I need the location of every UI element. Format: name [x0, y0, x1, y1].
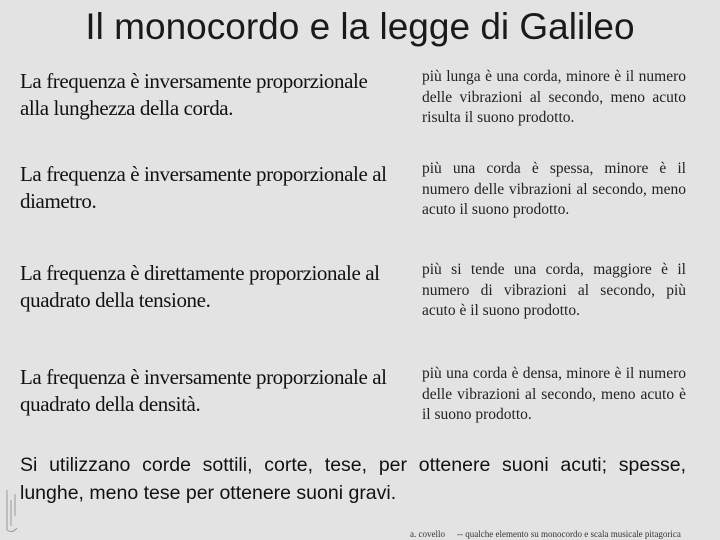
- law-explanation: più una corda è densa, minore è il numero delle vibrazioni al secondo, meno acuto è il suono prodotto.: [422, 365, 686, 423]
- footer-caption: -- qualche elemento su monocordo e scala musicale pitagorica: [457, 529, 681, 539]
- summary-text: Si utilizzano corde sottili, corte, tese, per ottenere suoni acuti; spesse, lunghe, meno tese per ottenere suoni gravi.: [20, 454, 686, 504]
- law-statement: La frequenza è inversamente proporzionale al quadrato della densità.: [20, 365, 387, 416]
- footer-author: a. covello: [410, 529, 445, 539]
- law-statement: La frequenza è inversamente proporzionale alla lunghezza della corda.: [20, 69, 368, 120]
- slide-title: Il monocordo e la legge di Galileo: [85, 6, 635, 47]
- law-explanation: più lunga è una corda, minore è il numero delle vibrazioni al secondo, meno acuto risulta il suono prodotto.: [422, 68, 686, 126]
- law-explanation: più si tende una corda, maggiore è il numero di vibrazioni al secondo, più acuto è il suono prodotto.: [422, 261, 686, 319]
- law-statement: La frequenza è inversamente proporzionale al diametro.: [20, 162, 387, 213]
- law-explanation: più una corda è spessa, minore è il numero delle vibrazioni al secondo, meno acuto il suono prodotto.: [422, 160, 686, 218]
- footer: [410, 528, 716, 540]
- law-statement: La frequenza è direttamente proporzionale al quadrato della tensione.: [20, 261, 380, 312]
- decorative-glyph-icon: [3, 486, 21, 536]
